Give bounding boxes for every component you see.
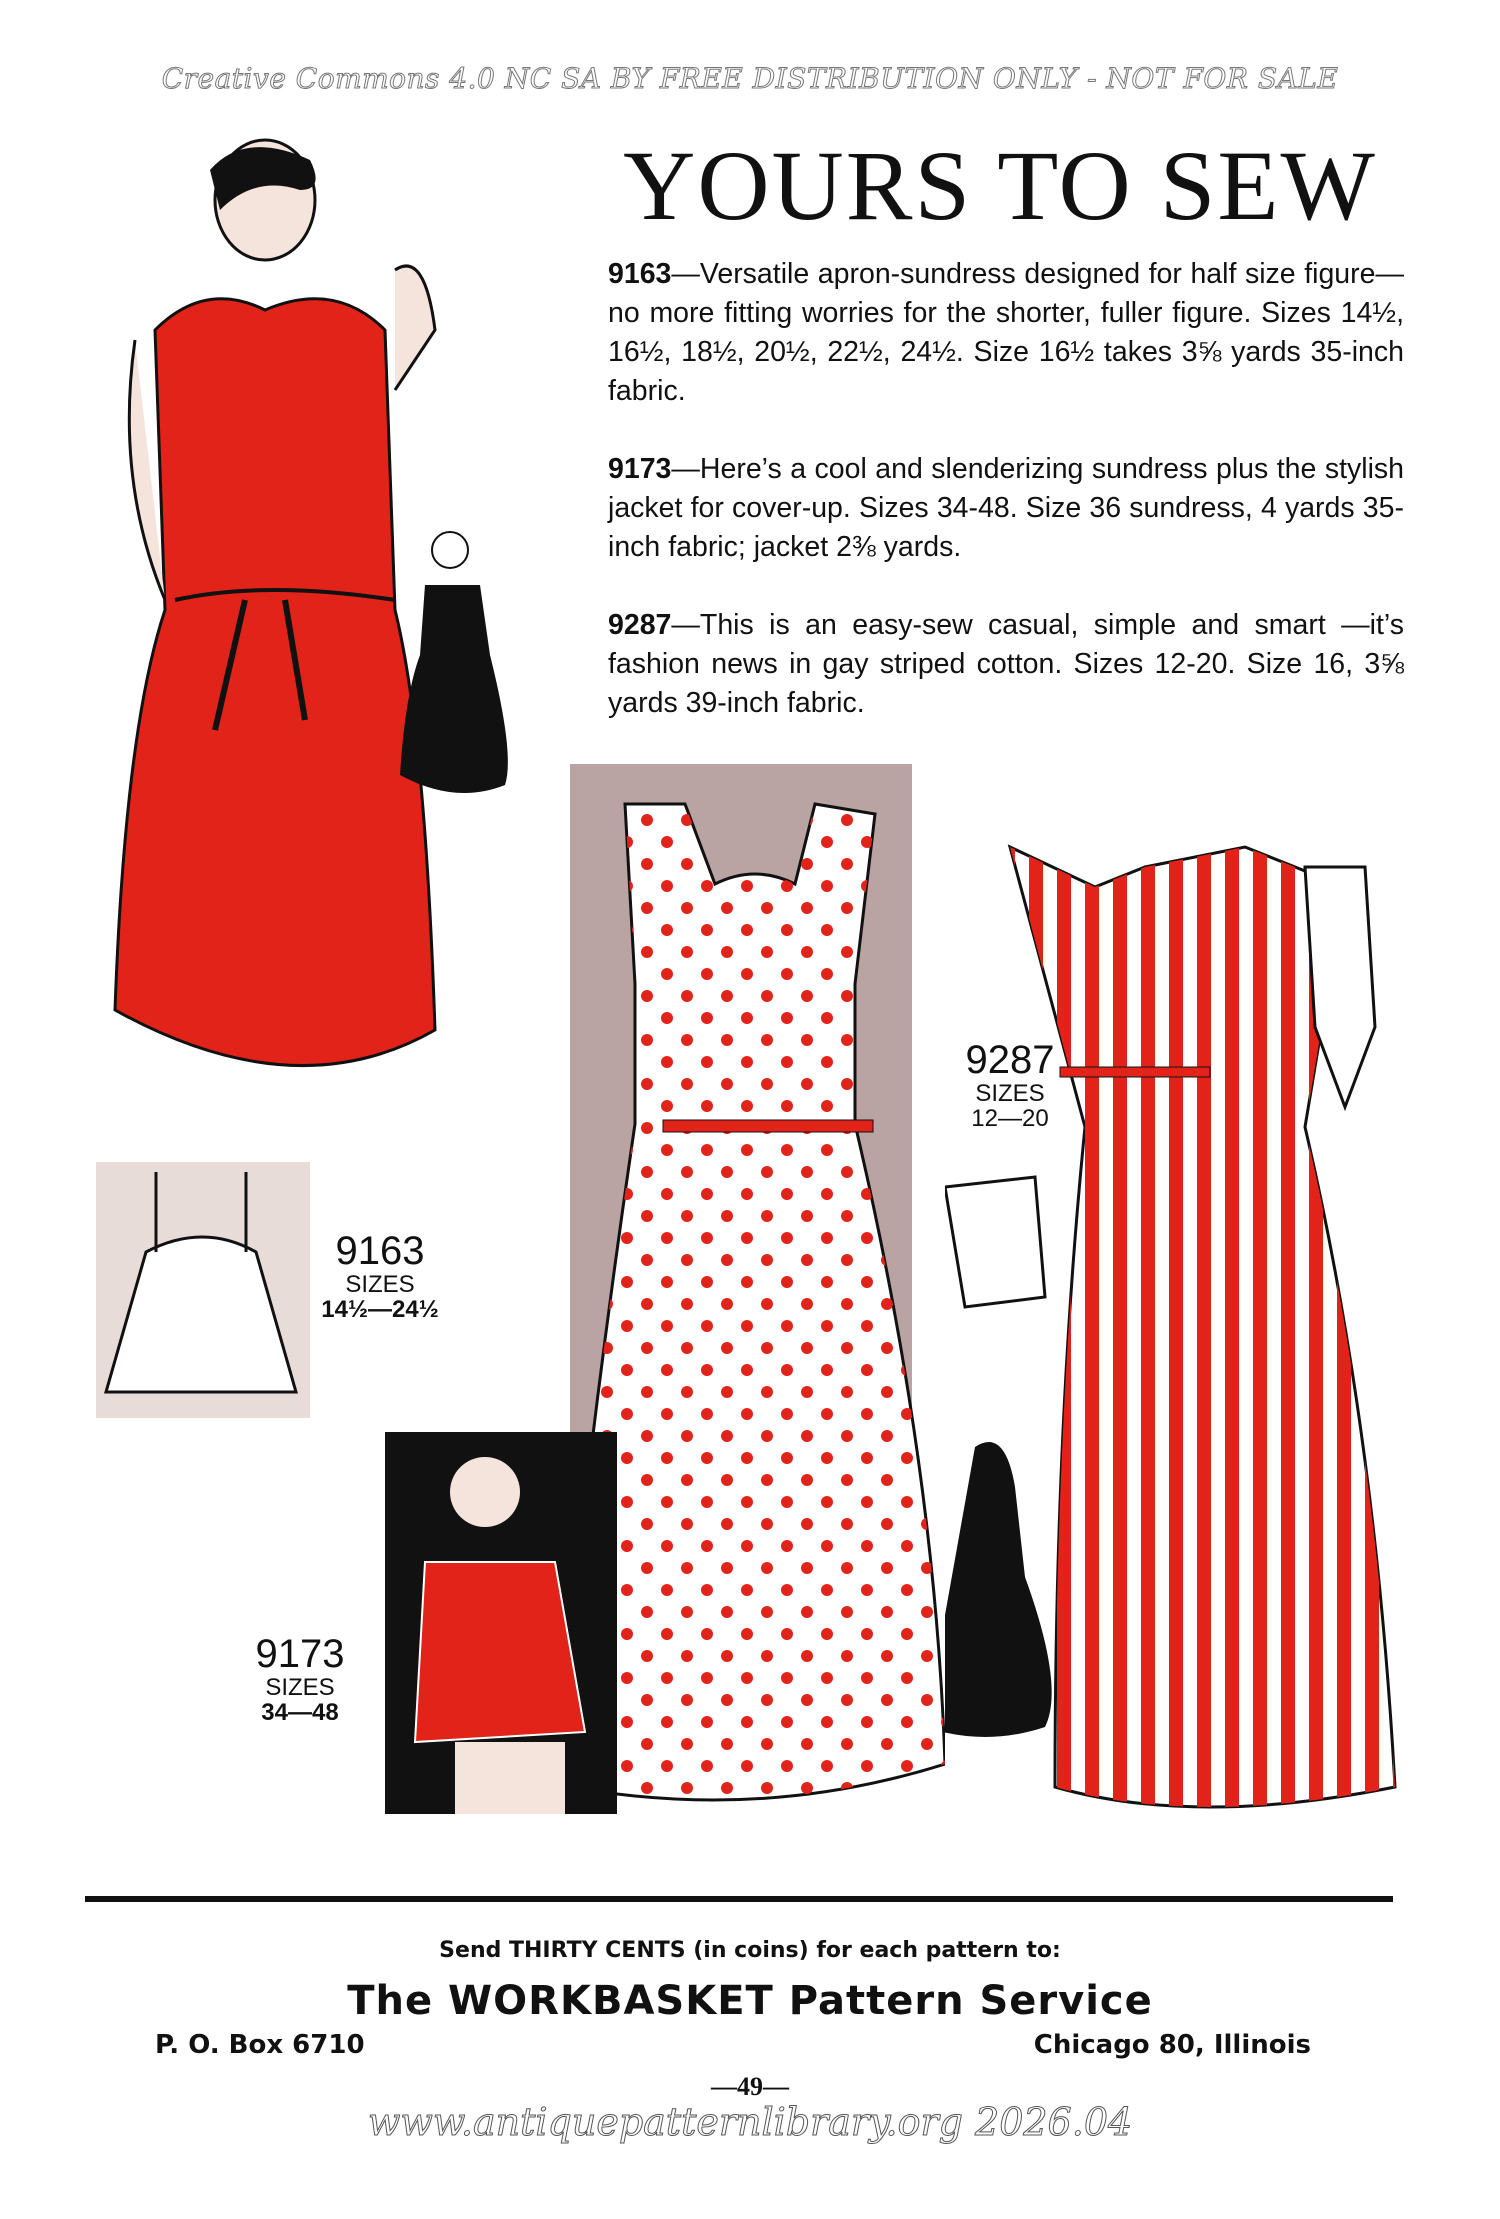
license-notice: Creative Commons 4.0 NC SA BY FREE DISTRIBUTION ONLY - NOT FOR SALE <box>161 62 1339 95</box>
pattern-label-9173 <box>240 1633 360 1725</box>
illustration-9163-apron-back <box>96 1162 310 1418</box>
pattern-number: 9173 <box>608 453 672 485</box>
service-name: The WORKBASKET Pattern Service <box>347 1978 1153 2024</box>
send-instructions: Send THIRTY CENTS (in coins) for each pattern to: <box>439 1938 1061 1963</box>
label-sizes: SIZES <box>345 1271 415 1298</box>
page-number: —49— <box>711 2072 789 2101</box>
pattern-description-9173 <box>608 450 1404 567</box>
city-address: Chicago 80, Illinois <box>1033 2030 1311 2060</box>
pattern-text: —Here’s a cool and slenderizing sundress plus the stylish jacket for cover-up. Sizes 34-48. Size 36 sundress, 4 yards 35-inch fabric; jacket 2⅜ yards. <box>608 453 1404 563</box>
label-number: 9287 <box>965 1038 1055 1082</box>
divider-rule <box>85 1896 1393 1902</box>
pattern-label-9287 <box>955 1039 1065 1131</box>
pattern-text: —Versatile apron-sundress designed for half size figure—no more fitting worries for the shorter, fuller figure. Sizes 14½, 16½, 18½, 20½, 22½, 24½. Size 16½ takes 3⅝ yards 35-inch fabric. <box>608 258 1404 407</box>
pattern-descriptions <box>608 255 1404 762</box>
pattern-number: 9163 <box>608 258 672 290</box>
po-box: P. O. Box 6710 <box>155 2030 365 2060</box>
illustration-9163-back-view <box>395 525 515 855</box>
page-title: YOURS TO SEW <box>623 130 1377 241</box>
label-range: 34—48 <box>261 1699 339 1727</box>
pattern-label-9163 <box>315 1230 445 1322</box>
url-stamp: www.antiquepatternlibrary.org 2026.04 <box>367 2100 1133 2144</box>
label-range: 14½—24½ <box>321 1296 439 1324</box>
label-sizes: SIZES <box>975 1080 1045 1107</box>
label-range: 12—20 <box>971 1105 1049 1133</box>
label-number: 9173 <box>255 1632 345 1676</box>
illustration-9173-jacket <box>385 1432 617 1814</box>
pattern-text: —This is an easy-sew casual, simple and smart —it’s fashion news in gay striped cotton. Sizes 12-20. Size 16, 3⅝ yards 39-inch fabric. <box>608 609 1404 719</box>
pattern-description-9287 <box>608 606 1404 723</box>
label-sizes: SIZES <box>265 1674 335 1701</box>
illustration-9287-striped-dress <box>945 827 1405 1817</box>
pattern-description-9163 <box>608 255 1404 411</box>
pattern-number: 9287 <box>608 609 672 641</box>
label-number: 9163 <box>335 1229 425 1273</box>
